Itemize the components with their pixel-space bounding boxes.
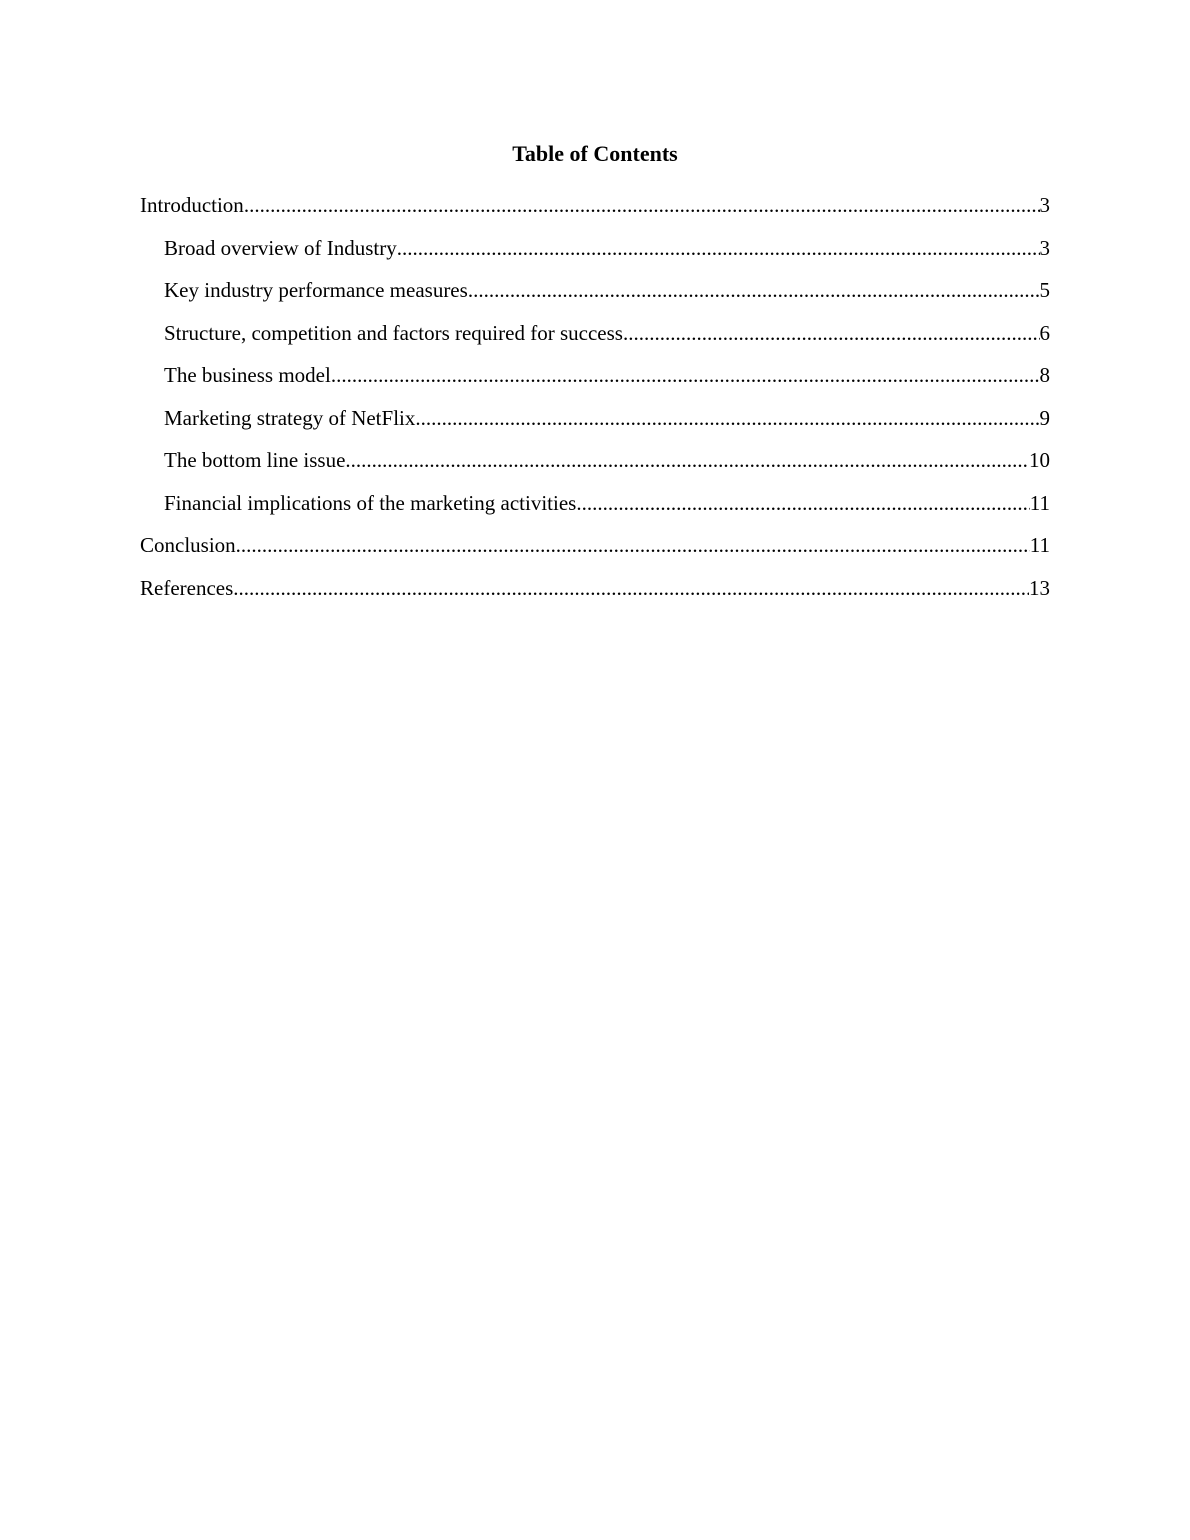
toc-dot-leader — [397, 233, 1040, 263]
toc-dot-leader — [468, 275, 1040, 305]
toc-entry-structure-competition[interactable] — [140, 318, 1050, 361]
toc-dot-leader — [331, 360, 1040, 390]
toc-dot-leader — [623, 318, 1040, 348]
toc-entry-text: Broad overview of Industry — [164, 235, 397, 260]
toc-entry-text: Financial implications of the marketing activities — [164, 490, 577, 515]
toc-entry-text: Structure, competition and factors required for success — [164, 320, 623, 345]
toc-entry-financial-implications[interactable] — [140, 488, 1050, 531]
toc-entry-broad-overview[interactable] — [140, 233, 1050, 276]
toc-entry-references[interactable] — [140, 573, 1050, 616]
toc-page-number: 13 — [1029, 575, 1050, 600]
toc-entry-text: Conclusion — [140, 533, 236, 557]
toc-dot-leader — [415, 403, 1039, 433]
toc-title: Table of Contents — [512, 141, 678, 166]
toc-entry-text: Marketing strategy of NetFlix — [164, 405, 416, 430]
toc-entry-business-model[interactable] — [140, 360, 1050, 403]
toc-page-number: 9 — [1039, 405, 1050, 430]
toc-page-number: 8 — [1039, 363, 1050, 387]
toc-dot-leader — [244, 190, 1040, 220]
toc-page-number: 6 — [1039, 320, 1050, 345]
toc-list — [140, 190, 1050, 615]
toc-entry-conclusion[interactable] — [140, 530, 1050, 573]
toc-dot-leader — [576, 488, 1029, 518]
toc-page-number: 11 — [1029, 533, 1050, 557]
toc-entry-text: Introduction — [140, 193, 244, 217]
toc-entry-marketing-strategy[interactable] — [140, 403, 1050, 446]
toc-dot-leader — [233, 573, 1029, 603]
toc-page-number: 11 — [1029, 490, 1050, 515]
toc-page-number: 5 — [1039, 278, 1050, 302]
toc-entry-bottom-line[interactable] — [140, 445, 1050, 488]
toc-entry-text: Key industry performance measures — [164, 278, 468, 302]
toc-dot-leader — [345, 445, 1029, 475]
toc-page-number: 3 — [1039, 235, 1050, 260]
toc-page-number: 3 — [1039, 193, 1050, 217]
toc-dot-leader — [236, 530, 1030, 560]
toc-page-number: 10 — [1029, 448, 1050, 472]
toc-entry-text: The business model — [164, 363, 331, 387]
toc-entry-key-measures[interactable] — [140, 275, 1050, 318]
toc-entry-text: References — [140, 575, 234, 600]
toc-entry-text: The bottom line issue — [164, 448, 346, 472]
toc-entry-introduction[interactable] — [140, 190, 1050, 233]
